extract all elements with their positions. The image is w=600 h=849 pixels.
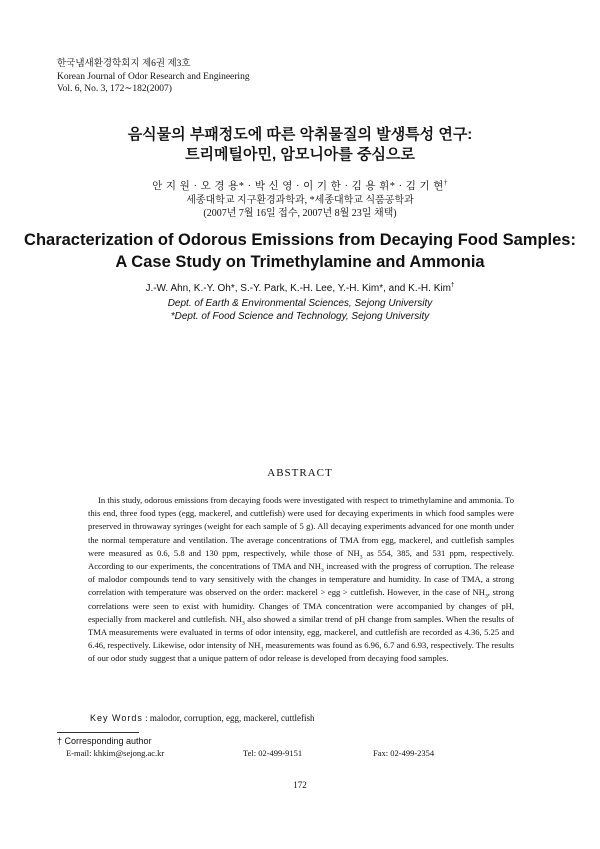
english-affiliation-2: *Dept. of Food Science and Technology, Sejong University [170, 311, 430, 322]
korean-title-line-1: 음식물의 부패정도에 따른 악취물질의 발생특성 연구: [127, 126, 473, 143]
journal-header [57, 58, 250, 96]
journal-volume-info: Vol. 6, No. 3, 172∼182(2007) [57, 84, 172, 94]
english-title-line-2: A Case Study on Trimethylamine and Ammonia [115, 253, 485, 271]
keywords [90, 712, 314, 724]
abstract-text-1: In this study, odorous emissions from decaying foods were investigated with respect to trimethylamine and ammonia. To this end, three food types (egg, mackerel, and cuttlefish) were used for decaying experiments in which food samples were preserved in throwaway syringes (weight for each sample of 5 g). All decaying experiments advanced for one month under the normal temperature and ventilation. The average concentrations of TMA from egg, mackerel, and cuttlefish samples were measured as 0.6, 5.8 and 130 ppm, respectively, while those of NH [88, 495, 514, 558]
english-affiliations [0, 297, 600, 323]
nh3-subscript: 3 [484, 594, 488, 601]
keywords-label: Key Words [90, 713, 143, 723]
korean-author-list: 안 지 원 · 오 경 용* · 박 신 영 · 이 기 한 · 김 용 휘* · 김 기 현 [152, 181, 444, 192]
abstract-body [88, 494, 514, 666]
abstract-text-4: , strong correlations were seen to exist with humidity. Changes of TMA concentration were accompanied by changes of pH, especially from mackerel and cuttlefish. NH [88, 587, 515, 624]
footnote-divider [57, 732, 139, 733]
nh3-subscript: 3 [260, 646, 264, 653]
english-author-list: J.-W. Ahn, K.-Y. Oh*, S.-Y. Park, K.-H. Lee, Y.-H. Kim*, and K.-H. Kim [145, 283, 451, 294]
korean-corresponding-mark: † [443, 179, 448, 187]
abstract-text-2: as 554, 385, and 531 ppm, respectively. According to our experiments, the concentrations of TMA and NH [88, 547, 514, 572]
english-title [0, 229, 600, 273]
english-corresponding-mark: † [450, 281, 455, 289]
korean-title [0, 125, 600, 165]
fax-contact: Fax: 02-499-2354 [373, 748, 435, 758]
corresponding-author-note: † Corresponding author [57, 736, 152, 746]
abstract-text-3: increased with the progress of corruption. The release of malodor compounds tend to vary sensitively with the changes in temperature and humidity. In case of TMA, a strong correlation with temperature was observed on the order: mackerel > egg > cuttlefish. However, in the case of NH [88, 561, 515, 598]
abstract-heading: ABSTRACT [267, 467, 333, 479]
journal-korean-name: 한국냄새환경학회지 제6권 제3호 [57, 59, 191, 69]
english-affiliation-1: Dept. of Earth & Environmental Sciences, Sejong University [167, 298, 433, 309]
nh3-subscript: 3 [320, 567, 324, 574]
journal-english-name: Korean Journal of Odor Research and Engineering [57, 71, 250, 82]
korean-title-line-2: 트리메틸아민, 암모니아를 중심으로 [185, 146, 415, 163]
nh3-subscript: 3 [241, 620, 245, 627]
korean-received-date: (2007년 7월 16일 접수, 2007년 8월 23일 채택) [203, 208, 397, 219]
keywords-values: : malodor, corruption, egg, mackerel, cuttlefish [142, 713, 315, 723]
korean-affiliation: 세종대학교 지구환경과학과, *세종대학교 식품공학과 [186, 195, 414, 206]
english-authors [0, 282, 600, 295]
abstract-text-5: also showed a similar trend of pH change from samples. When the results of TMA measurements were evaluated in terms of odor intensity, egg, mackerel, and cuttlefish are recorded as 4.36, 5.25 and 6.46, respectively. Likewise, odor intensity of NH [88, 613, 514, 651]
telephone-contact: Tel: 02-499-9151 [243, 748, 303, 758]
nh3-subscript: 3 [359, 554, 363, 561]
page-number: 172 [293, 780, 307, 790]
abstract-text-6: measurements was found as 6.96, 6.7 and 6.93, respectively. The results of our odor study suggest that a unique pattern of odor release is developed from decaying food samples. [88, 640, 515, 664]
english-title-line-1: Characterization of Odorous Emissions from Decaying Food Samples: [24, 231, 576, 249]
korean-authors [0, 180, 600, 193]
email-contact: E-mail: khkim@sejong.ac.kr [66, 748, 165, 758]
